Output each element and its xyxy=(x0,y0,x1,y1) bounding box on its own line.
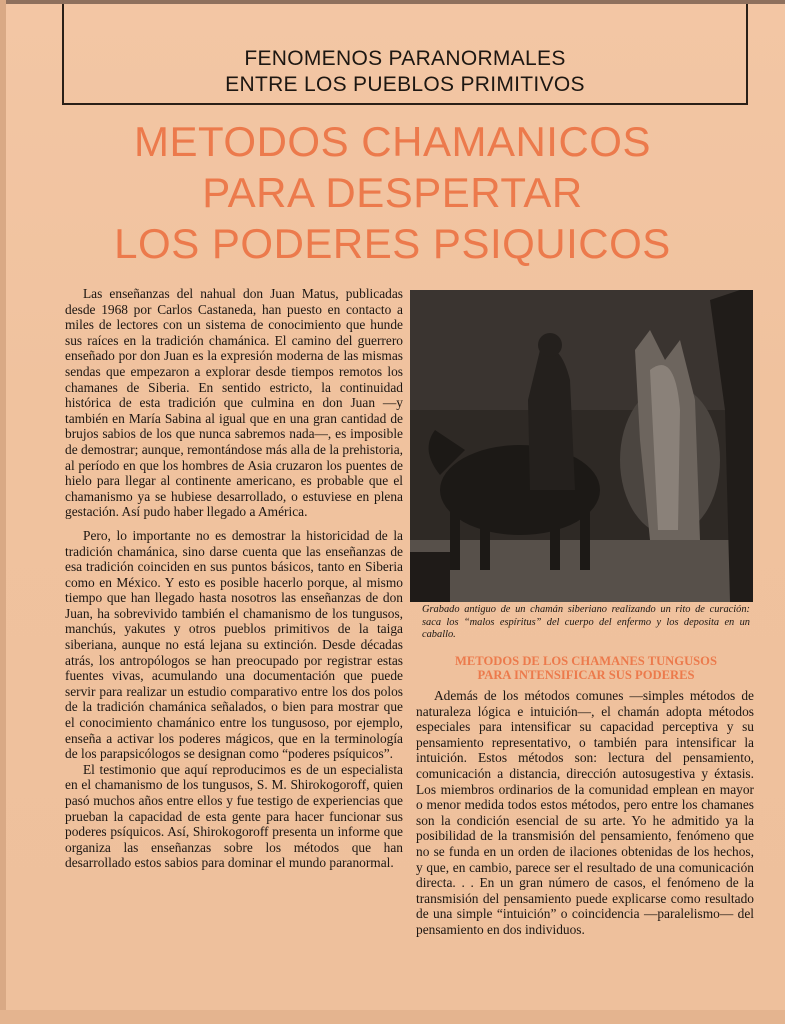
body-paragraph-4: Además de los métodos comunes —simples métodos de naturaleza lógica e intuición—, el chamán adopta métodos especiales para intensificar su capacidad perceptiva y su pensamiento representativo, o también para intensificar la intuición. Estos métodos son: lectura del pensamiento, comunicación a distancia, dirección autosugestiva y éxtasis. Los miembros ordinarios de la comunidad emplean en mayor o menor medida todos estos métodos, pero entre los chamanes son la condición esencial de su arte. Yo he admitido ya la posibilidad de la transmisión del pensamiento, fenómeno que no se funda en un orden de ilaciones obtenidas de los hechos, y que, en cambio, parece ser el resultado de una comunicación directa. . . En un gran número de casos, el fenómeno de la transmisión del pensamiento puede explicarse como resultado de una simple “intuición” o coincidencia —paralelismo— del pensamiento en dos individuos. xyxy=(416,688,754,937)
body-paragraph-2: Pero, lo importante no es demostrar la historicidad de la tradición chamánica, sino darse cuenta que las enseñanzas de esa tradición coinciden en sus puntos básicos, tanto en Siberia como en México. Y esto es posible hacerlo porque, al mismo tiempo que han llegado hasta nosotros las enseñanzas de don Juan, ha sobrevivido también el chamanismo de los tungusos, manchús, yakutes y otros pueblos primitivos de la taiga siberiana, aunque no está lejana su extinción. Desde décadas atrás, los antropólogos se han preocupado por registrar estas fuentes vivas, acumulando una documentación que puede servir para realizar un estudio comparativo entre los dos polos de la tradición chamánica señalados, o bien para mostrar que el conocimiento chamánico entre los tungusoso, por ejemplo, enseña a activar los poderes mágicos, que en la terminología de los parapsicólogos se designan como “poderes psíquicos”. xyxy=(65,527,403,762)
body-column-left xyxy=(65,286,403,871)
kicker-box xyxy=(62,4,748,105)
headline xyxy=(40,116,745,269)
body-paragraph-1: Las enseñanzas del nahual don Juan Matus, publicadas desde 1968 por Carlos Castaneda, han puesto en contacto a miles de lectores con un sistema de conocimiento que hunde sus raíces en la tradición chamánica. El camino del guerrero enseñado por don Juan es la expresión moderna de las mismas sendas que empezaron a explorar desde tiempos remotos los chamanes de Siberia. En sentido estricto, la continuidad histórica de esta tradición que culmina en don Juan —y también en María Sabina al igual que en una gran cantidad de brujos sabios de los que nunca sabremos nada—, es imposible de demostrar; aunque, remontándose más alla de la prehistoria, al período en que los hombres de Asia cruzaron los puentes de hielo para llegar al continente americano, es probable que el chamanismo ya se hubiese desarrollado, o estuviese en plena gestación. Así pudo haber llegado a América. xyxy=(65,286,403,520)
figure-caption: Grabado antiguo de un chamán siberiano realizando un rito de curación: saca los “malos espíritus” del cuerpo del enfermo y los deposita en un caballo. xyxy=(422,604,750,641)
kicker-line-1: FENOMENOS PARANORMALES xyxy=(244,47,566,70)
body-column-right xyxy=(416,688,754,938)
page-left-edge xyxy=(0,0,6,1024)
subhead-line-1: METODOS DE LOS CHAMANES TUNGUSOS xyxy=(455,654,717,668)
section-subhead xyxy=(416,654,756,682)
engraving-photo xyxy=(410,290,753,602)
headline-line-3: LOS PODERES PSIQUICOS xyxy=(114,220,671,267)
subhead-line-2: PARA INTENSIFICAR SUS PODERES xyxy=(477,668,695,682)
engraving-image xyxy=(410,290,753,602)
kicker-line-2: ENTRE LOS PUEBLOS PRIMITIVOS xyxy=(225,73,585,96)
headline-line-1: METODOS CHAMANICOS xyxy=(134,118,651,165)
headline-line-2: PARA DESPERTAR xyxy=(202,169,583,216)
body-paragraph-3: El testimonio que aquí reproducimos es de un especialista en el chamanismo de los tungusos, S. M. Shirokogoroff, quien pasó muchos años entre ellos y fue testigo de experiencias que prueban la capacidad de esta gente para hacer funcionar sus poderes psíquicos. Así, Shirokogoroff presenta un informe que organiza las enseñanzas sobre los métodos que han desarrollado estos sabios para dominar el mundo paranormal. xyxy=(65,761,403,871)
page-bottom-edge xyxy=(0,1010,785,1024)
